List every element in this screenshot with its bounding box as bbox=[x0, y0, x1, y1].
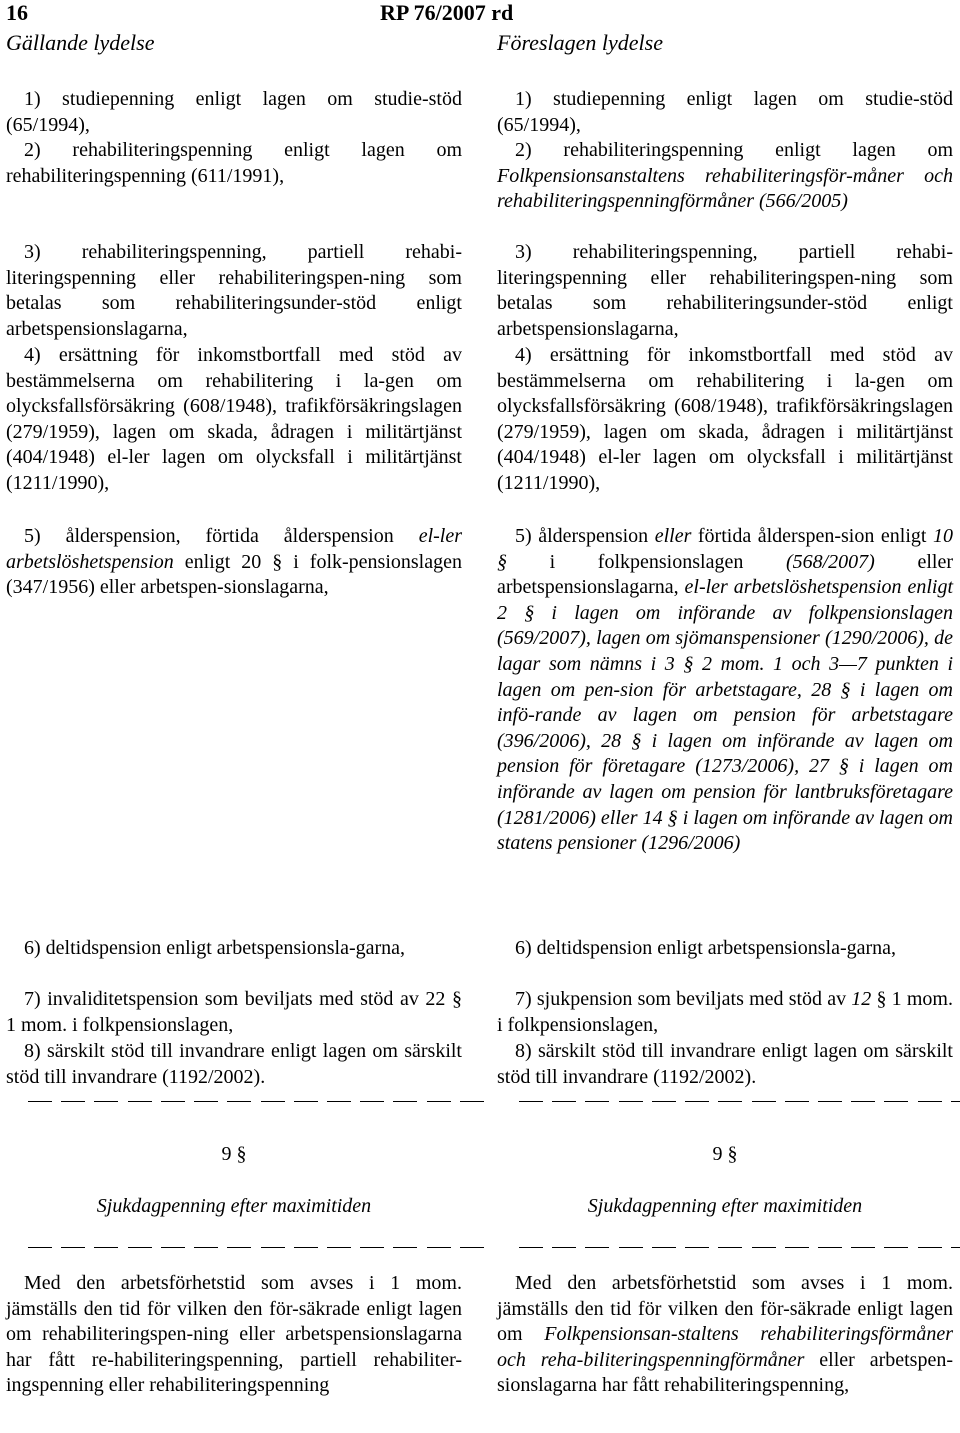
left-item-2: 2) rehabiliteringspenning enligt lagen om rehabiliteringspenning (611/1991), bbox=[6, 139, 462, 187]
left-item-7: 7) invaliditetspension som beviljats med stöd av 22 § 1 mom. i folkpensionslagen, bbox=[6, 988, 462, 1036]
right-item-3: 3) rehabiliteringspenning, partiell rehabi-literingspenning eller rehabiliteringspen-ning som betalas som rehabiliteringsunder-stöd enligt arbetspensionslagarna, bbox=[497, 241, 953, 340]
right-omission-dashes-2 bbox=[497, 1237, 960, 1253]
right-item-5: 5) ålderspension eller förtida ålderspen-sion enligt 10 § i folkpensionslagen (568/2007) eller arbetspensionslagarna, el-ler arbetslöshetspension enligt 2 § i lagen om införande av folkpensionslagen (569/2007), lagen om sjömanspensioner (1290/2006), de lagar som nämns i 3 § 2 mom. 1 och 3—7 punkten i lagen om pen-sion för arbetstagare, 28 § i lagen om infö-rande av lagen om pension för arbetstagare (396/2006), 28 § i lagen om införande av lagen om pension för företagare (1273/2006), 27 § i lagen om införande av lagen om pension för lantbruksföretagare (1281/2006) eller 14 § i lagen om införande av lagen om statens pensioner (1296/2006) bbox=[497, 525, 953, 855]
left-item-1: 1) studiepenning enligt lagen om studie-stöd (65/1994), bbox=[6, 88, 462, 136]
left-section-title: Sjukdagpenning efter maximitiden bbox=[96, 1195, 372, 1217]
right-item-7: 7) sjukpension som beviljats med stöd av 12 § 1 mom. i folkpensionslagen, bbox=[497, 988, 953, 1036]
left-section-text: Med den arbetsförhetstid som avses i 1 mom. jämställs den tid för vilken den för-säkrade enligt lagen om rehabiliteringspen-ning eller arbetspensionslagarna har fått re-habiliteringspenning, partiell rehabiliter-ingspenning eller rehabiliteringspenning bbox=[6, 1272, 462, 1397]
left-item-6: 6) deltidspension enligt arbetspensionsla-garna, bbox=[24, 937, 406, 959]
left-omission-dashes-2 bbox=[6, 1237, 498, 1253]
left-section-number: 9 § bbox=[221, 1143, 247, 1165]
left-item-4: 4) ersättning för inkomstbortfall med stöd av bestämmelserna om rehabilitering i la-gen om olycksfallsförsäkring (608/1948), trafikförsäkringslagen (279/1959), lagen om skada, ådragen i militärtjänst (404/1948) el-ler lagen om olycksfall i militärtjänst (1211/1990), bbox=[6, 344, 462, 494]
right-item-4: 4) ersättning för inkomstbortfall med stöd av bestämmelserna om rehabilitering i la-gen om olycksfallsförsäkring (608/1948), trafikförsäkringslagen (279/1959), lagen om skada, ådragen i militärtjänst (404/1948) el-ler lagen om olycksfall i militärtjänst (1211/1990), bbox=[497, 344, 953, 494]
left-omission-dashes bbox=[6, 1091, 498, 1107]
document-identifier: RP 76/2007 rd bbox=[380, 0, 514, 25]
left-item-8: 8) särskilt stöd till invandrare enligt lagen om särskilt stöd till invandrare (1192/2002). bbox=[6, 1040, 462, 1088]
left-column-title: Gällande lydelse bbox=[6, 30, 155, 55]
right-section-number: 9 § bbox=[712, 1143, 738, 1165]
right-item-6: 6) deltidspension enligt arbetspensionsla-garna, bbox=[515, 937, 897, 959]
right-omission-dashes bbox=[497, 1091, 960, 1107]
left-item-3: 3) rehabiliteringspenning, partiell rehabi-literingspenning eller rehabiliteringspen-ning som betalas som rehabiliteringsunder-stöd enligt arbetspensionslagarna, bbox=[6, 241, 462, 340]
right-section-text: Med den arbetsförhetstid som avses i 1 mom. jämställs den tid för vilken den för-säkrade enligt lagen om Folkpensionsan-staltens rehabiliteringsförmåner och reha-biliteringspenningförmåner eller arbetspen-sionslagarna har fått rehabiliteringspenning, bbox=[497, 1272, 954, 1397]
right-section-title: Sjukdagpenning efter maximitiden bbox=[587, 1195, 863, 1217]
right-item-1: 1) studiepenning enligt lagen om studie-stöd (65/1994), bbox=[497, 88, 953, 136]
right-column-title: Föreslagen lydelse bbox=[497, 30, 663, 55]
right-item-8: 8) särskilt stöd till invandrare enligt lagen om särskilt stöd till invandrare (1192/2002). bbox=[497, 1040, 953, 1088]
page-number: 16 bbox=[6, 0, 28, 25]
left-item-5: 5) ålderspension, förtida ålderspension el-ler arbetslöshetspension enligt 20 § i folk-pensionslagen (347/1956) eller arbetspen-sionslagarna, bbox=[6, 525, 462, 599]
right-item-2: 2) rehabiliteringspenning enligt lagen om Folkpensionsanstaltens rehabiliteringsför-måner och rehabiliteringspenningförmåner (566/2005) bbox=[497, 139, 953, 213]
